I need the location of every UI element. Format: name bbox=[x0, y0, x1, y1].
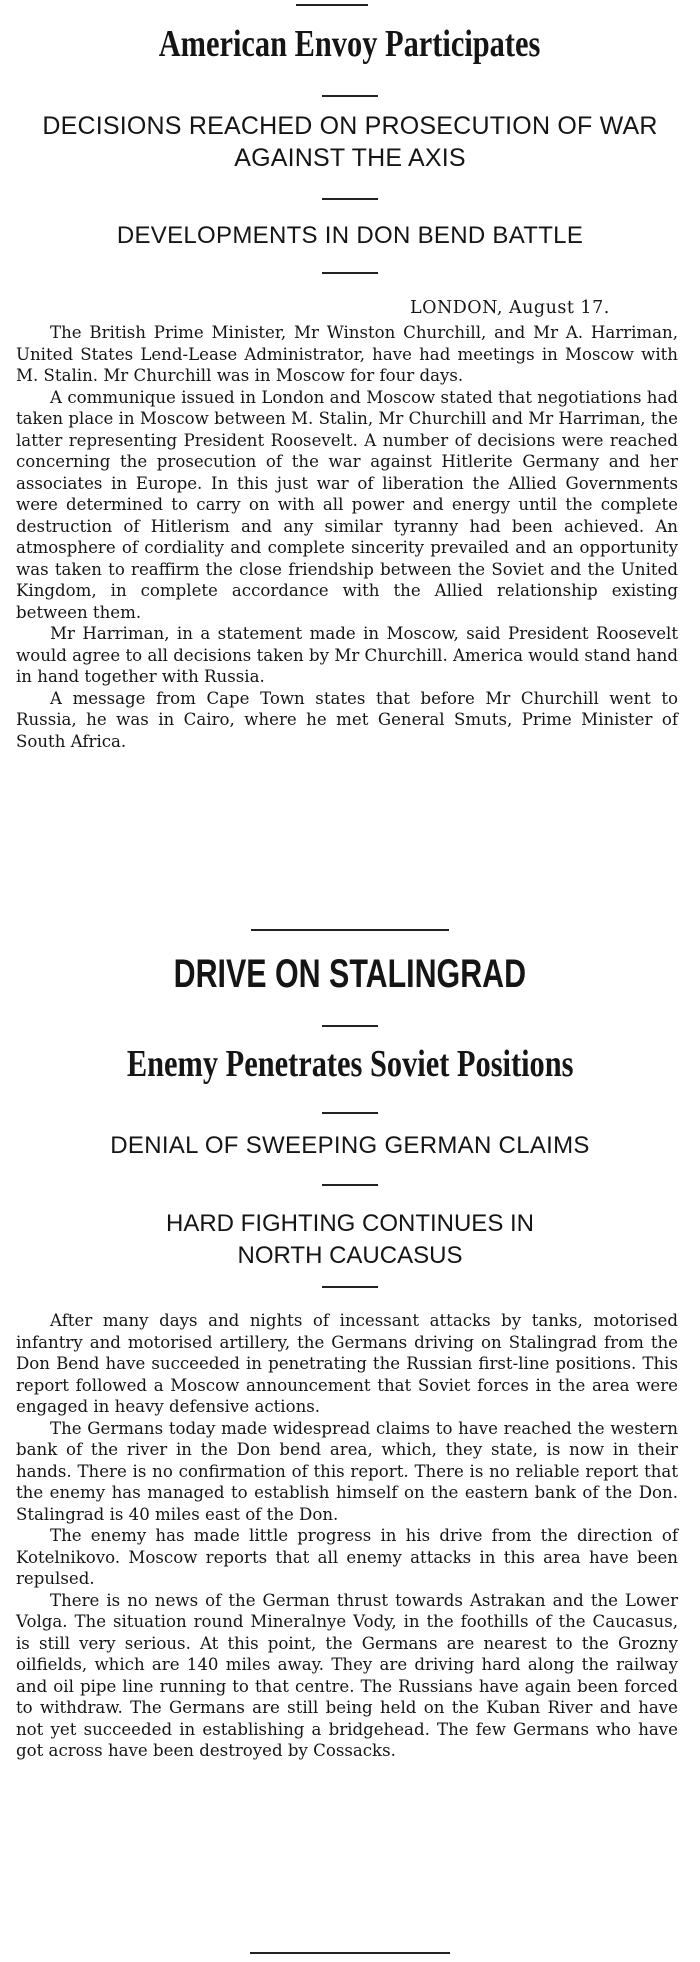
top-rule bbox=[296, 4, 368, 6]
story1-rule-2 bbox=[322, 198, 378, 200]
story2-subhead: Enemy Penetrates Soviet Positions bbox=[126, 1043, 574, 1085]
story1-deck-1: DECISIONS REACHED ON PROSECUTION OF WAR AGAINST THE AXIS bbox=[42, 112, 658, 172]
story2-paragraph: The Germans today made widespread claims to have reached the western bank of the river in the Don bend area, which, they state, is now in their hands. There is no confirmation of this report. There is no reliable report that the enemy has managed to establish himself on the eastern bank of the Don. Stalingrad is 40 miles east of the Don. bbox=[16, 1418, 678, 1524]
story2-paragraph: There is no news of the German thrust towards Astrakan and the Lower Volga. The situation round Mineralnye Vody, in the foothills of the Caucasus, is still very serious. At this point, the Germans are nearest to the Grozny oilfields, which are 140 miles away. They are driving hard along the railway and oil pipe line running to that centre. The Russians have again been forced to withdraw. The Germans are still being held on the Kuban River and have not yet succeeded in establishing a bridgehead. The few Germans who have got across have been destroyed by Cossacks. bbox=[16, 1590, 678, 1760]
story2-headline: DRIVE ON STALINGRAD bbox=[173, 952, 527, 996]
story2-deck-2: HARD FIGHTING CONTINUES IN NORTH CAUCASUS bbox=[165, 1210, 534, 1269]
story2-paragraph: After many days and nights of incessant attacks by tanks, motorised infantry and motorised artillery, the Germans driving on Stalingrad from the Don Bend have succeeded in penetrating the Russian first-line positions. This report followed a Moscow announcement that Soviet forces in the area were engaged in heavy defensive actions. bbox=[16, 1311, 678, 1416]
story1-paragraph: A communique issued in London and Moscow stated that negotiations had taken place in Moscow between M. Stalin, Mr Churchill and Mr Harriman, the latter representing President Roosevelt. A number of decisions were reached concerning the prosecution of the war against Hitlerite Germany and her associates in Europe. In this just war of liberation the Allied Governments were determined to carry on with all power and energy until the complete destruction of Hitlerism and any similar tyranny had been achieved. An atmosphere of cordiality and complete sincerity prevailed and an opportunity was taken to reaffirm the close friendship between the Soviet and the United Kingdom, in complete accordance with the Allied relationship existing between them. bbox=[16, 387, 678, 622]
bottom-rule bbox=[250, 1952, 450, 1954]
story1-rule-1 bbox=[322, 95, 378, 97]
story2-paragraph: The enemy has made little progress in his drive from the direction of Kotelnikovo. Moscow reports that all enemy attacks in this area have been repulsed. bbox=[16, 1526, 678, 1588]
story2-deck-1: DENIAL OF SWEEPING GERMAN CLAIMS bbox=[110, 1132, 590, 1159]
story2-rule-2 bbox=[322, 1112, 378, 1114]
story2-rule-1 bbox=[322, 1025, 378, 1027]
story2-rule-4 bbox=[322, 1286, 378, 1288]
story1-dateline: LONDON, August 17. bbox=[410, 298, 610, 318]
story1-headline: American Envoy Participates bbox=[159, 23, 541, 65]
story1-rule-3 bbox=[322, 272, 378, 274]
story2-rule-3 bbox=[322, 1184, 378, 1186]
story1-body bbox=[16, 322, 678, 752]
story1-deck-2: DEVELOPMENTS IN DON BEND BATTLE bbox=[116, 222, 584, 249]
story2-body bbox=[16, 1310, 678, 1762]
story1-paragraph: A message from Cape Town states that before Mr Churchill went to Russia, he was in Cairo, where he met General Smuts, Prime Minister of South Africa. bbox=[16, 688, 678, 751]
story-divider bbox=[251, 929, 449, 931]
story1-paragraph: The British Prime Minister, Mr Winston Churchill, and Mr A. Harriman, United States Lend-Lease Administrator, have had meetings in Moscow with M. Stalin. Mr Churchill was in Moscow for four days. bbox=[16, 323, 678, 385]
story1-paragraph: Mr Harriman, in a statement made in Moscow, said President Roosevelt would agree to all decisions taken by Mr Churchill. America would stand hand in hand together with Russia. bbox=[16, 624, 678, 686]
